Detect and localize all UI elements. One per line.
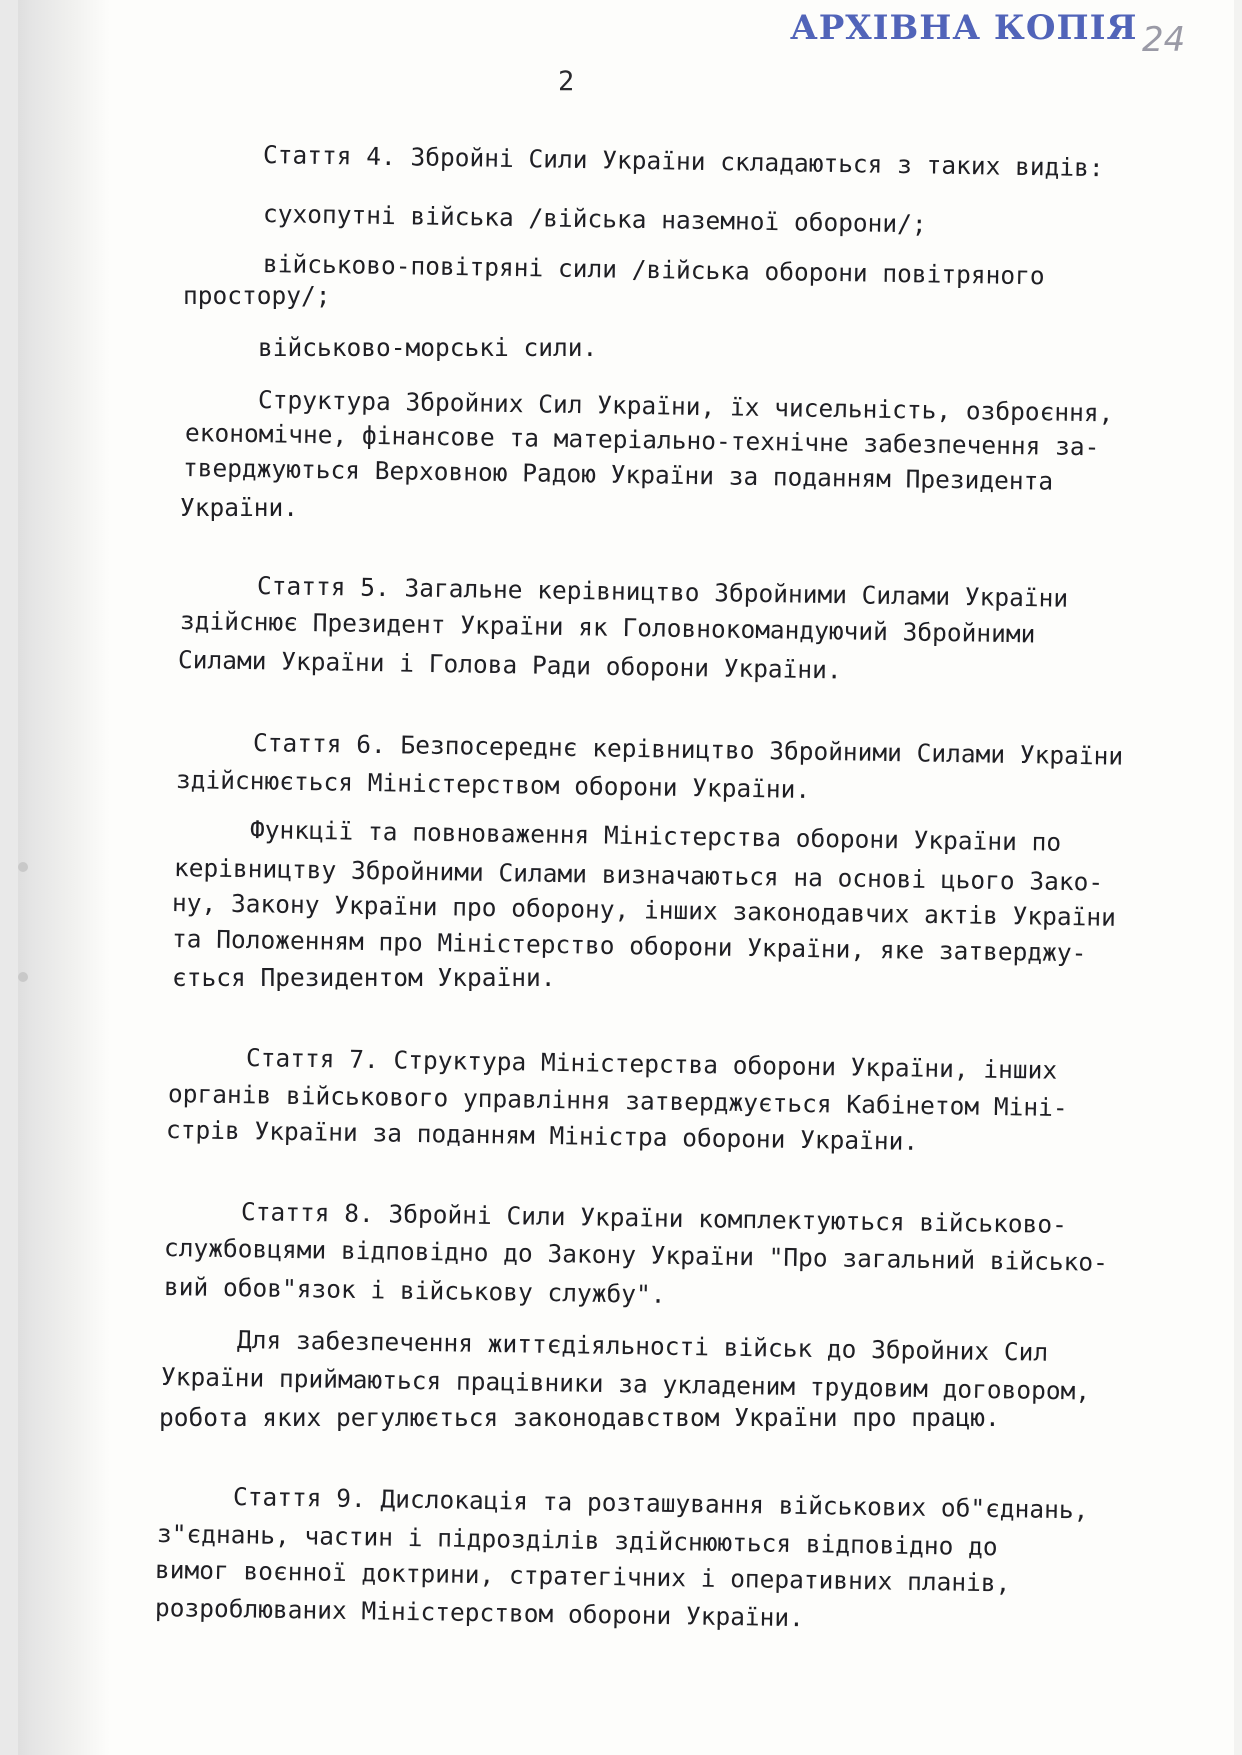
text-line: тверджуються Верховною Радою України за поданням Президента (182, 453, 1054, 496)
text-line: Стаття 9. Дислокація та розташування військових об"єднань, (232, 1482, 1089, 1525)
text-line: сухопутні війська /війська наземної оборони/; (262, 199, 927, 239)
text-line: Стаття 7. Структура Міністерства оборони України, інших (245, 1043, 1058, 1085)
text-line: розроблюваних Міністерством оборони України. (154, 1593, 805, 1633)
handwritten-sheet-number: 24 (1142, 20, 1186, 60)
archive-copy-stamp: АРХІВНА КОПІЯ (790, 8, 1138, 48)
page-number: 2 (558, 66, 575, 97)
text-line: Для забезпечення життєдіяльності військ до Збройних Сил (236, 1325, 1049, 1367)
text-line: вий обов"язок і військову службу". (163, 1272, 666, 1309)
text-line: керівництву Збройними Силами визначаються на основі цього Зако- (173, 853, 1104, 897)
text-line: України приймаються працівники за укладеним трудовим договором, (160, 1362, 1091, 1406)
text-line: військово-морські сили. (258, 333, 598, 362)
text-line: України. (180, 493, 299, 522)
text-line: ну, Закону України про оборону, інших законодавчих актів України (171, 888, 1117, 932)
text-line: Стаття 8. Збройні Сили України комплектуються військово- (240, 1197, 1068, 1239)
text-line: органів військового управління затверджується Кабінетом Міні- (167, 1079, 1068, 1123)
text-line: здійснюється Міністерством оборони України. (175, 765, 811, 804)
text-line: та Положенням про Міністерство оборони України, яке затверджу- (171, 924, 1087, 968)
punch-hole (18, 862, 28, 872)
text-line: службовцями відповідно до Закону України "Про загальний військо- (163, 1233, 1109, 1277)
text-line: Структура Збройних Сил України, їх чисельність, озброєння, (257, 385, 1114, 428)
text-line: Силами України і Голова Ради оборони України. (177, 645, 842, 685)
punch-hole (18, 972, 28, 982)
text-line: економічне, фінансове та матеріально-технічне забезпечення за- (184, 418, 1100, 462)
text-line: ється Президентом України. (172, 963, 556, 992)
text-line: з"єднань, частин і підрозділів здійснюються відповідно до (156, 1519, 998, 1562)
text-line: стрів України за поданням Міністра оборони України. (165, 1115, 919, 1156)
text-line: Стаття 6. Безпосереднє керівництво Збройними Силами України (252, 728, 1124, 771)
text-line: військово-повітряні сили /війська оборони повітряного (262, 249, 1045, 291)
text-line: здійснює Президент України як Головнокомандуючий Збройними (179, 606, 1036, 649)
text-line: Стаття 4. Збройні Сили України складаються з таких видів: (262, 140, 1104, 183)
text-line: Функції та повноваження Міністерства оборони України по (249, 815, 1062, 857)
text-line: простору/; (183, 281, 331, 310)
text-line: робота яких регулюється законодавством України про працю. (159, 1403, 1000, 1432)
text-line: Стаття 5. Загальне керівництво Збройними Силами України (256, 571, 1069, 613)
binding-edge (0, 0, 18, 1755)
text-line: вимог воєнної доктрини, стратегічних і оперативних планів, (154, 1555, 1011, 1598)
page-edge (1234, 0, 1242, 1755)
